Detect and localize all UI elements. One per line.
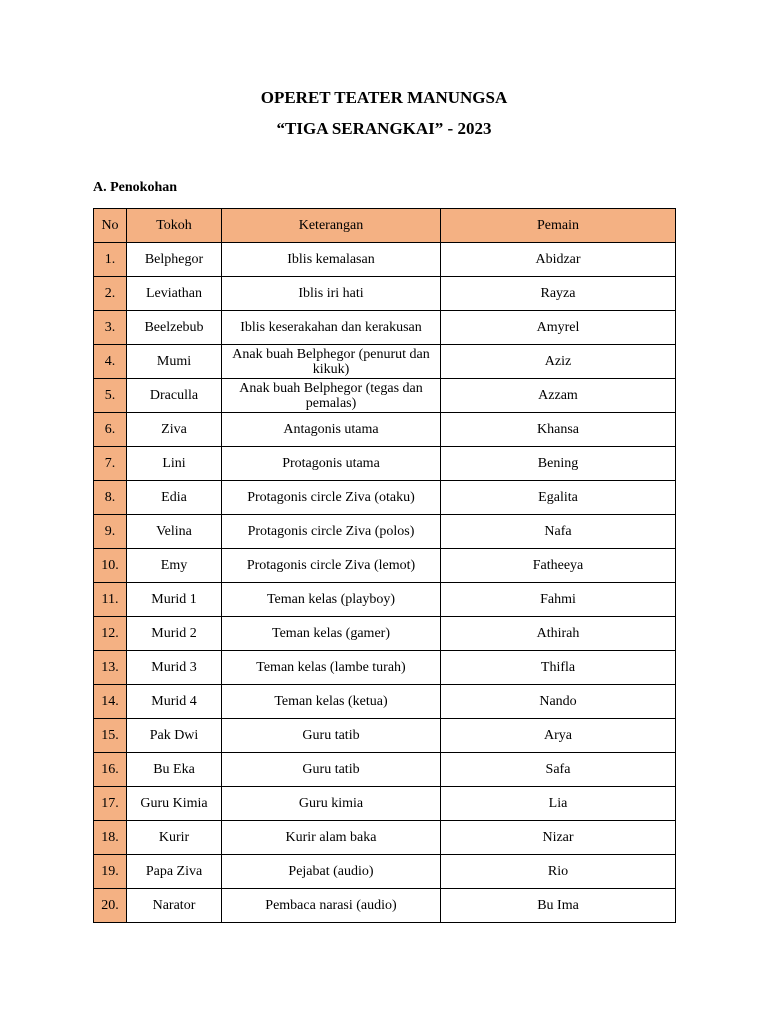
document-title: OPERET TEATER MANUNGSA — [260, 88, 508, 107]
cell-no: 1. — [94, 243, 127, 277]
cell-keterangan: Teman kelas (playboy) — [222, 583, 441, 617]
cell-no: 2. — [94, 277, 127, 311]
cell-no: 17. — [94, 787, 127, 821]
cell-pemain: Azzam — [441, 379, 676, 413]
cell-no: 8. — [94, 481, 127, 515]
cell-no: 10. — [94, 549, 127, 583]
cell-keterangan: Guru tatib — [222, 719, 441, 753]
cell-tokoh: Murid 2 — [127, 617, 222, 651]
cell-tokoh: Belphegor — [127, 243, 222, 277]
cell-keterangan: Protagonis utama — [222, 447, 441, 481]
cell-tokoh: Pak Dwi — [127, 719, 222, 753]
cell-keterangan: Teman kelas (ketua) — [222, 685, 441, 719]
cell-keterangan: Protagonis circle Ziva (otaku) — [222, 481, 441, 515]
table-row — [94, 515, 676, 549]
table-row — [94, 549, 676, 583]
cell-no: 4. — [94, 345, 127, 379]
cell-no: 3. — [94, 311, 127, 345]
header-tokoh: Tokoh — [127, 209, 222, 243]
table-row — [94, 447, 676, 481]
cell-no: 15. — [94, 719, 127, 753]
cell-pemain: Nafa — [441, 515, 676, 549]
cell-pemain: Safa — [441, 753, 676, 787]
table-row — [94, 685, 676, 719]
table-row — [94, 243, 676, 277]
cell-tokoh: Draculla — [127, 379, 222, 413]
cell-tokoh: Murid 4 — [127, 685, 222, 719]
cell-tokoh: Emy — [127, 549, 222, 583]
cell-tokoh: Guru Kimia — [127, 787, 222, 821]
section-heading: A. Penokohan — [93, 180, 178, 195]
table-row — [94, 787, 676, 821]
cell-keterangan: Teman kelas (lambe turah) — [222, 651, 441, 685]
cell-keterangan: Kurir alam baka — [222, 821, 441, 855]
cell-pemain: Athirah — [441, 617, 676, 651]
cell-keterangan: Guru tatib — [222, 753, 441, 787]
cell-tokoh: Papa Ziva — [127, 855, 222, 889]
cell-pemain: Bening — [441, 447, 676, 481]
table-row — [94, 855, 676, 889]
cell-no: 19. — [94, 855, 127, 889]
cell-keterangan: Pembaca narasi (audio) — [222, 889, 441, 923]
cell-keterangan: Anak buah Belphegor (penurut dan kikuk) — [222, 345, 441, 379]
cell-tokoh: Bu Eka — [127, 753, 222, 787]
cell-pemain: Fatheeya — [441, 549, 676, 583]
cell-no: 20. — [94, 889, 127, 923]
table-row — [94, 481, 676, 515]
cell-pemain: Bu Ima — [441, 889, 676, 923]
cell-pemain: Fahmi — [441, 583, 676, 617]
table-row — [94, 719, 676, 753]
cell-no: 11. — [94, 583, 127, 617]
cell-keterangan: Pejabat (audio) — [222, 855, 441, 889]
header-pemain: Pemain — [441, 209, 676, 243]
cell-pemain: Nizar — [441, 821, 676, 855]
table-row — [94, 583, 676, 617]
table-row — [94, 413, 676, 447]
cell-no: 18. — [94, 821, 127, 855]
cell-keterangan: Iblis kemalasan — [222, 243, 441, 277]
cell-keterangan: Protagonis circle Ziva (lemot) — [222, 549, 441, 583]
cast-table-body — [94, 243, 676, 923]
cell-tokoh: Lini — [127, 447, 222, 481]
header-no: No — [94, 209, 127, 243]
cell-pemain: Nando — [441, 685, 676, 719]
cell-pemain: Lia — [441, 787, 676, 821]
cell-no: 5. — [94, 379, 127, 413]
cell-pemain: Thifla — [441, 651, 676, 685]
table-row — [94, 821, 676, 855]
cast-table — [93, 208, 676, 923]
cell-tokoh: Narator — [127, 889, 222, 923]
cell-keterangan: Guru kimia — [222, 787, 441, 821]
cell-no: 7. — [94, 447, 127, 481]
cell-pemain: Amyrel — [441, 311, 676, 345]
table-row — [94, 617, 676, 651]
cell-no: 16. — [94, 753, 127, 787]
cell-keterangan: Teman kelas (gamer) — [222, 617, 441, 651]
header-keterangan: Keterangan — [222, 209, 441, 243]
cell-keterangan: Antagonis utama — [222, 413, 441, 447]
table-row — [94, 889, 676, 923]
cell-pemain: Rayza — [441, 277, 676, 311]
table-row — [94, 651, 676, 685]
cell-no: 12. — [94, 617, 127, 651]
cell-tokoh: Murid 3 — [127, 651, 222, 685]
table-row — [94, 379, 676, 413]
cell-pemain: Rio — [441, 855, 676, 889]
document-subtitle: “TIGA SERANGKAI” - 2023 — [276, 119, 492, 138]
cell-tokoh: Ziva — [127, 413, 222, 447]
cell-pemain: Egalita — [441, 481, 676, 515]
cell-tokoh: Beelzebub — [127, 311, 222, 345]
cell-no: 9. — [94, 515, 127, 549]
cell-tokoh: Velina — [127, 515, 222, 549]
cell-tokoh: Mumi — [127, 345, 222, 379]
cell-tokoh: Edia — [127, 481, 222, 515]
table-row — [94, 277, 676, 311]
cell-pemain: Arya — [441, 719, 676, 753]
cell-no: 14. — [94, 685, 127, 719]
cell-pemain: Khansa — [441, 413, 676, 447]
table-header-row — [94, 209, 676, 243]
cell-keterangan: Protagonis circle Ziva (polos) — [222, 515, 441, 549]
cell-keterangan: Anak buah Belphegor (tegas dan pemalas) — [222, 379, 441, 413]
cell-no: 6. — [94, 413, 127, 447]
table-row — [94, 753, 676, 787]
cell-no: 13. — [94, 651, 127, 685]
cell-pemain: Abidzar — [441, 243, 676, 277]
cell-keterangan: Iblis iri hati — [222, 277, 441, 311]
cell-tokoh: Murid 1 — [127, 583, 222, 617]
cell-tokoh: Kurir — [127, 821, 222, 855]
table-row — [94, 311, 676, 345]
cell-pemain: Aziz — [441, 345, 676, 379]
table-row — [94, 345, 676, 379]
cell-tokoh: Leviathan — [127, 277, 222, 311]
cell-keterangan: Iblis keserakahan dan kerakusan — [222, 311, 441, 345]
